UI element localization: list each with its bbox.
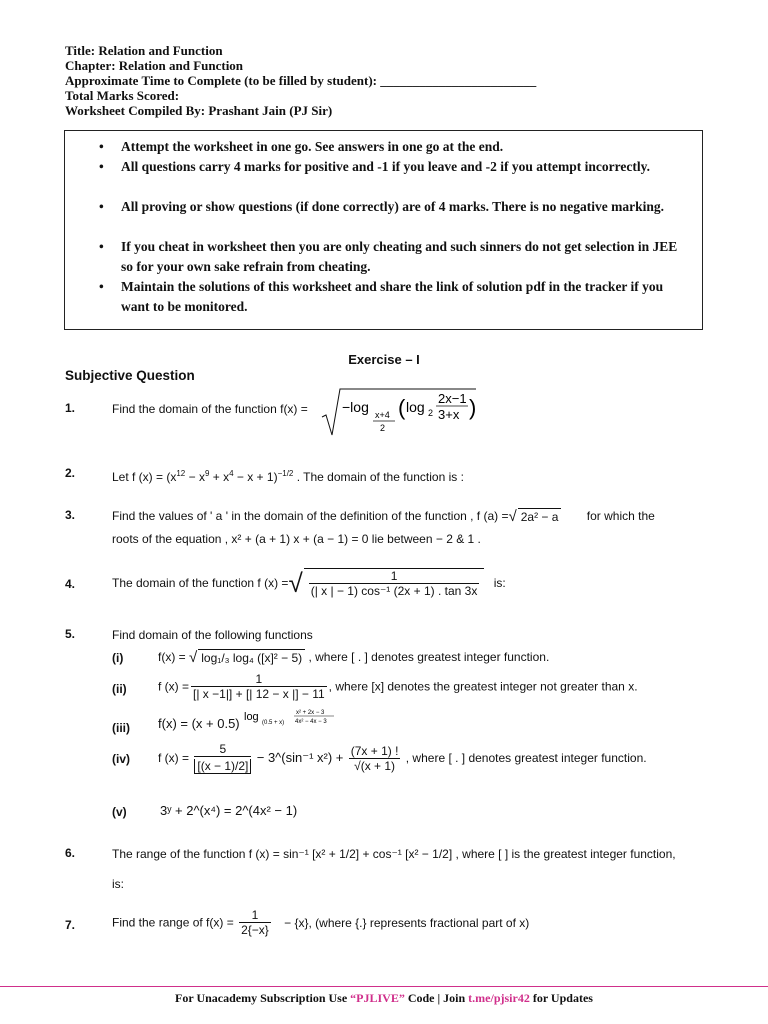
question-5-i [158,649,549,666]
sqrt-icon: √ [288,568,303,598]
q2-part: − x + 1) [233,470,278,484]
q5iv-fraction-2 [349,744,401,773]
question-number: 5. [65,627,76,641]
footer-text: For Unacademy Subscription Use [175,991,351,1005]
q2-exponent: 4 [229,469,234,478]
instruction-item: • All questions carry 4 marks for positive and -1 if you leave and -2 if you attempt incorrectly. [121,157,681,177]
exercise-title: Exercise – I [348,352,420,367]
question-5-iv [158,742,647,774]
question-7 [112,908,529,937]
question-text: − 3^(sin⁻¹ x²) + [256,750,344,765]
time-line: Approximate Time to Complete (to be filled by student): ________________________ [65,73,537,88]
denominator: (| x | − 1) cos⁻¹ (2x + 1) . tan 3x [310,584,478,598]
instruction-item: • Maintain the solutions of this worksheet and share the link of solution pdf in the tracker if you want to be monitored. [121,277,681,317]
q4-sqrt [304,568,485,598]
question-text: Find the values of ' a ' in the domain of the definition of the function , f (a) = [112,509,509,523]
question-text: , where [x] denotes the greatest integer not greater than x. [328,679,638,694]
numerator: (7x + 1) ! [350,743,399,758]
question-number: 7. [65,918,76,932]
svg-text:log: log [244,711,259,723]
instruction-item: • If you cheat in worksheet then you are only cheating and such sinners do not get selection in JEE so for your own sake refrain from cheating. [121,237,681,277]
svg-text:(0.5 + x): (0.5 + x) [262,720,285,726]
sub-label: (ii) [112,682,127,696]
question-text: f (x) = [158,751,190,765]
q5i-radicand: log₁/₃ log₄ ([x]² − 5) [198,649,305,666]
question-text: , where [ . ] denotes greatest integer function. [405,751,647,765]
question-5-iii [158,710,327,732]
question-text: is: [493,576,506,590]
svg-text:2x−1: 2x−1 [438,391,467,406]
question-6-line-2: is: [112,877,124,891]
compiled-line: Worksheet Compiled By: Prashant Jain (PJ Sir) [65,103,333,118]
question-number: 6. [65,846,76,860]
svg-text:3+x: 3+x [438,407,460,422]
telegram-link[interactable]: t.me/pjsir42 [468,991,530,1005]
worksheet-header [65,43,536,118]
question-text: f(x) = (x + 0.5) [158,716,240,731]
question-number: 2. [65,466,76,480]
svg-text:log: log [406,399,425,415]
sub-label: (i) [112,651,124,665]
q2-exponent: 12 [176,469,186,478]
question-text: − {x}, (where {.} represents fractional part of x) [284,915,530,930]
question-3-line-1 [112,508,655,525]
title-line: Title: Relation and Function [65,43,223,58]
instruction-item: • All proving or show questions (if done correctly) are of 4 marks. There is no negative marking. [121,197,681,217]
question-5: Find domain of the following functions [112,628,313,642]
promo-code: “PJLIVE” [350,991,405,1005]
question-4 [112,568,506,598]
numerator: 1 [309,569,480,584]
svg-text:): ) [469,395,477,420]
question-number: 4. [65,577,76,591]
q2-part: Let f (x) = (x [112,470,177,484]
instructions-box [64,130,703,330]
q5iv-fraction-1 [194,742,251,774]
question-6-line-1: The range of the function f (x) = sin⁻¹ [x² + 1/2] + cos⁻¹ [x² − 1/2] , where [ ] is the greatest integer function, [112,847,676,861]
sub-label: (iv) [112,752,130,766]
question-3-line-2: roots of the equation , x² + (a + 1) x + (a − 1) = 0 lie between − 2 & 1 . [112,532,481,546]
q5iii-exponent [244,708,354,732]
question-2 [112,466,464,485]
q2-exponent: 9 [204,469,210,478]
q5ii-fraction [191,672,327,701]
numerator: 5 [194,742,251,757]
q2-part: + x [209,470,230,484]
svg-text:x+4: x+4 [375,410,390,420]
svg-text:(: ( [398,395,406,420]
q2-part: . The domain of the function is : [293,470,464,484]
question-text: , where [ . ] denotes greatest integer function. [308,650,550,664]
denominator: 2{−x} [241,923,269,937]
marks-line: Total Marks Scored: [65,88,180,103]
question-number: 1. [65,401,76,415]
footer-text: for Updates [529,991,593,1005]
question-text: Find the range of f(x) = [112,915,234,930]
instruction-item: • Attempt the worksheet in one go. See answers in one go at the end. [121,137,681,157]
question-5-ii [158,672,638,701]
q3-radicand: 2a² − a [518,508,562,525]
sqrt-icon: √ [189,648,198,666]
question-text: f(x) = [158,650,186,664]
denominator: [(x − 1)/2] [194,759,251,774]
q4-fraction [309,569,480,598]
chapter-line: Chapter: Relation and Function [65,58,244,73]
svg-text:4x² − 4x − 3: 4x² − 4x − 3 [295,719,327,725]
footer-divider [0,986,768,987]
svg-text:2: 2 [428,408,434,418]
numerator: 1 [191,672,327,687]
svg-text:2: 2 [380,423,386,433]
q7-fraction [239,908,271,937]
question-text: for which the [586,509,655,523]
q1-formula [320,387,480,439]
sqrt-icon: √ [508,507,517,525]
denominator: √(x + 1) [354,758,396,773]
question-1 [112,391,477,433]
question-text: f (x) = [158,679,190,694]
q2-exponent: −1/2 [277,469,294,478]
footer-text: Code | Join [404,991,469,1005]
denominator: [| x −1|] + [| 12 − x |] − 11 [193,687,325,701]
footer [0,991,768,1006]
svg-text:−log: −log [342,399,369,415]
numerator: 1 [239,908,271,923]
svg-text:x² + 2x − 3: x² + 2x − 3 [296,710,325,716]
sub-label: (v) [112,805,127,819]
sub-label: (iii) [112,721,130,735]
question-number: 3. [65,508,76,522]
question-text: Find the domain of the function f(x) = [112,402,308,416]
section-title: Subjective Question [65,368,195,383]
question-5-v: 3ʸ + 2^(x⁴) = 2^(4x² − 1) [160,803,298,818]
question-text: The domain of the function f (x) = [112,576,289,590]
q2-part: − x [185,470,205,484]
